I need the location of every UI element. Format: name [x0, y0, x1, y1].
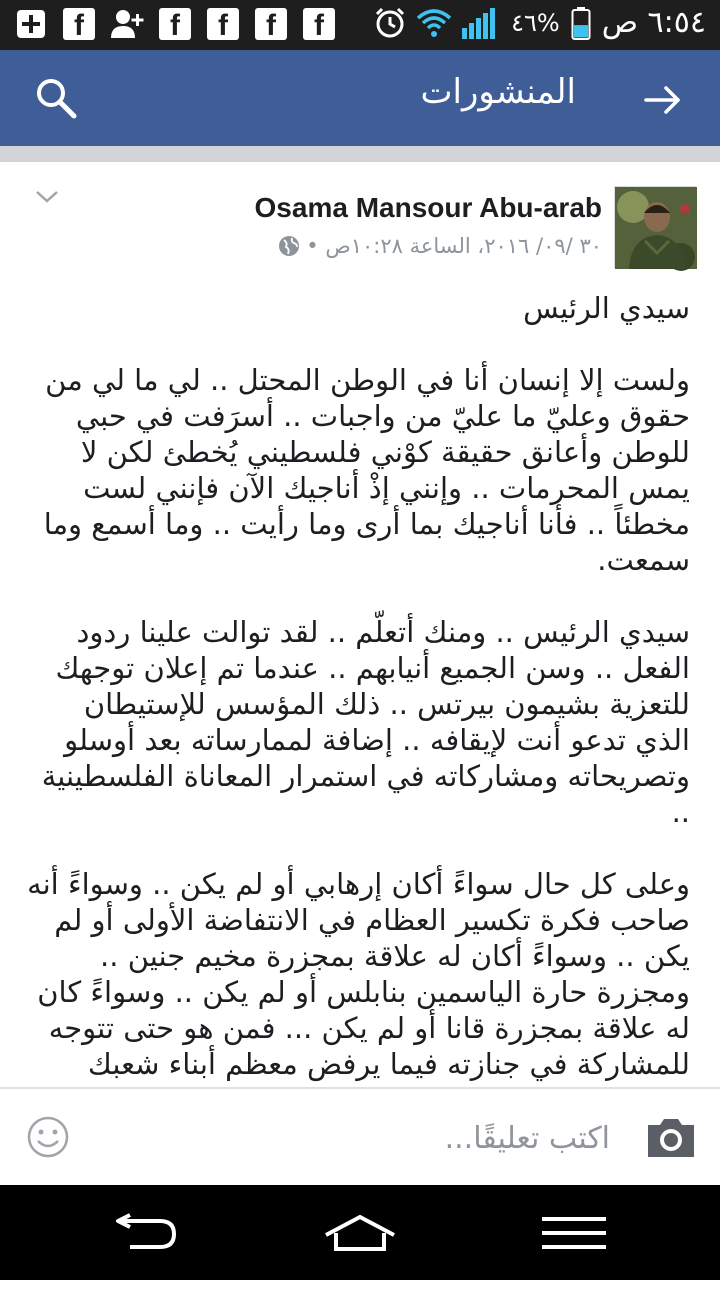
- facebook-icon: f: [158, 7, 192, 41]
- back-icon[interactable]: [108, 1209, 180, 1257]
- facebook-icon: f: [254, 7, 288, 41]
- page-title: المنشورات: [420, 72, 576, 112]
- comment-input[interactable]: [250, 1113, 610, 1163]
- post-paragraph: سيدي الرئيس .. ومنك أتعلّم .. لقد توالت علينا ردود الفعل .. وسن الجميع أنيابهم .. عندما تم إعلان توجهك للتعزية بشيمون بيرتس .. ذلك المؤسس للإستيطان الذي تدعو أنت لإيقافه .. إضافة لممارساته بعد أوسلو وتصريحاته ومشاركاته في استمرار المعاناة الفلسطينية ..: [41, 615, 690, 829]
- post-meta: [278, 234, 602, 258]
- search-icon[interactable]: [32, 74, 80, 122]
- notification-icons: [14, 7, 336, 41]
- smiley-icon[interactable]: [26, 1115, 70, 1159]
- facebook-icon: f: [62, 7, 96, 41]
- app-bar: [0, 50, 720, 146]
- post: [0, 162, 720, 1087]
- menu-icon[interactable]: [538, 1209, 610, 1257]
- camera-icon[interactable]: [644, 1115, 698, 1161]
- avatar[interactable]: [614, 186, 696, 268]
- divider: [0, 146, 720, 162]
- chevron-down-icon[interactable]: [34, 188, 60, 206]
- facebook-icon: f: [206, 7, 240, 41]
- battery-percent: ٤٦%: [511, 8, 560, 37]
- post-paragraph: وعلى كل حال سواءً أكان إرهابي أو لم يكن .. وسواءً أنه صاحب فكرة تكسير العظام في الانتفاضة الأولى أو لم يكن .. وسواءً أكان له علاقة بمجزرة مخيم جنين .. ومجزرة حارة الياسمين بنابلس أو لم يكن .. وسواءً كان له علاقة بمجزرة قانا أو لم يكن ... فمن هو حتى تتوجه للمشاركة في جنازته فيما يرفض معظم أبناء شعبك: [27, 867, 690, 1081]
- facebook-icon: f: [302, 7, 336, 41]
- clock: ٦:٥٤ ص: [601, 5, 706, 40]
- system-status: [373, 5, 706, 40]
- add-friend-icon: [110, 7, 144, 41]
- post-author[interactable]: Osama Mansour Abu-arab: [254, 192, 602, 223]
- home-icon[interactable]: [324, 1209, 396, 1257]
- signal-icon: [461, 6, 501, 40]
- alarm-icon: [373, 6, 407, 40]
- globe-icon: [278, 235, 300, 257]
- wifi-icon: [417, 6, 451, 40]
- status-bar: [0, 0, 720, 50]
- arrow-right-icon[interactable]: [638, 76, 686, 124]
- post-paragraph: سيدي الرئيس: [523, 291, 690, 325]
- battery-icon: [570, 6, 592, 40]
- navigation-bar: [0, 1185, 720, 1280]
- add-box-icon: [14, 7, 48, 41]
- post-paragraph: ولست إلا إنسان أنا في الوطن المحتل .. لي ما لي من حقوق وعليّ ما عليّ من واجبات .. أسرَفت في حبي للوطن وأعانق حقيقة كوْني فلسطيني يُخطئ لكن لا يمس المحرمات .. وإنني إذْ أناجيك الآن فإنني لست مخطئاً .. فأنا أناجيك بما أرى وما رأيت .. وما أسمع وما سمعت.: [43, 363, 690, 577]
- comment-bar: [0, 1087, 720, 1185]
- post-timestamp[interactable]: ٣٠ /٠٩/ ٢٠١٦، الساعة ١٠:٢٨ص •: [306, 234, 602, 258]
